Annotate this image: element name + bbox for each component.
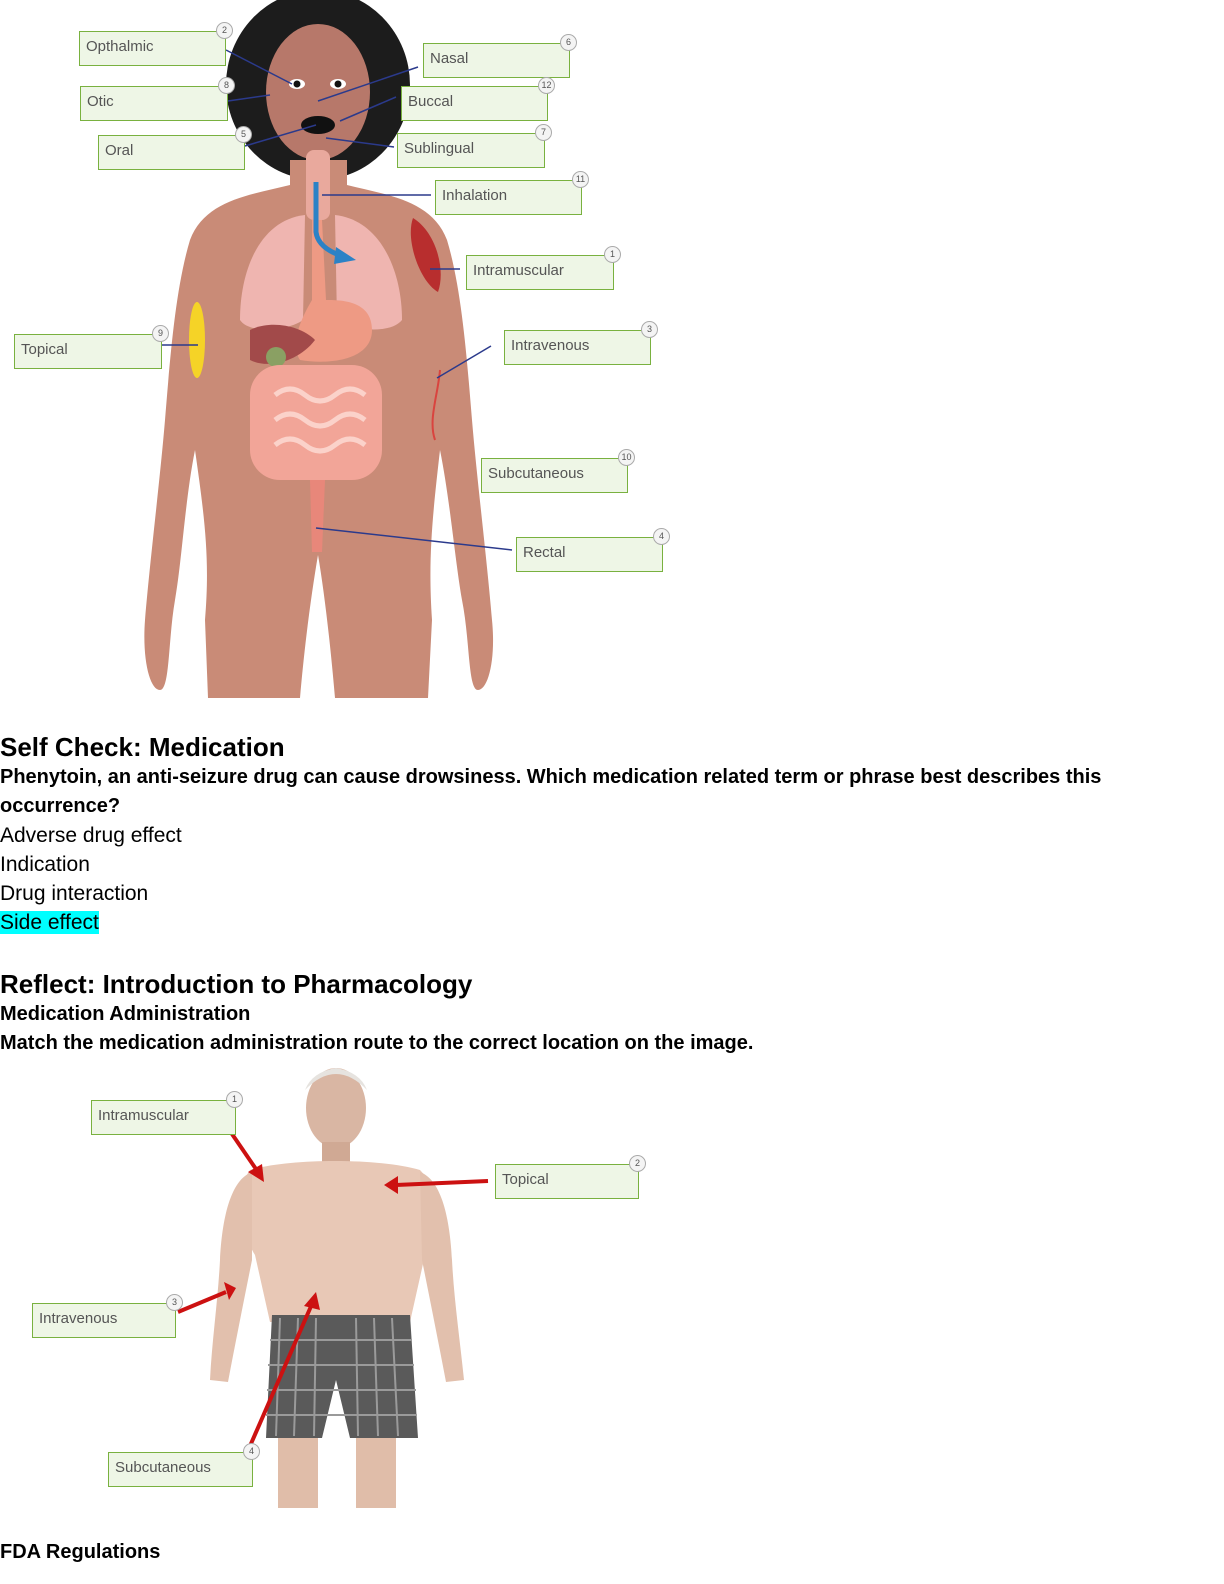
label-text: Intravenous xyxy=(39,1310,118,1327)
answer-option-selected[interactable] xyxy=(0,908,1220,937)
label-otic[interactable] xyxy=(80,80,229,121)
label-inhalation[interactable] xyxy=(435,174,586,215)
label-intramuscular[interactable] xyxy=(91,1094,237,1135)
label-text: Rectal xyxy=(523,544,566,561)
answer-option[interactable] xyxy=(0,879,1220,908)
answer-option[interactable] xyxy=(0,821,1220,850)
label-text: Buccal xyxy=(408,93,454,110)
number-badge: 5 xyxy=(235,126,252,143)
reflect-title: Reflect: Introduction to Pharmacology xyxy=(0,969,473,999)
label-topical[interactable] xyxy=(495,1158,640,1199)
label-text: Topical xyxy=(21,341,68,358)
number-badge: 2 xyxy=(216,22,233,39)
label-text: Opthalmic xyxy=(86,38,154,55)
label-buccal[interactable] xyxy=(401,80,552,121)
label-text: Otic xyxy=(87,93,114,110)
number-badge: 9 xyxy=(152,325,169,342)
label-text: Inhalation xyxy=(442,187,508,204)
number-badge: 2 xyxy=(629,1155,646,1172)
number-badge: 7 xyxy=(535,124,552,141)
label-opthalmic[interactable] xyxy=(79,25,227,66)
fda-section xyxy=(0,1538,1220,1567)
man-photo-figure xyxy=(0,1060,700,1520)
label-oral[interactable] xyxy=(98,129,246,170)
label-text: Subcutaneous xyxy=(488,465,584,482)
label-nasal[interactable] xyxy=(423,37,571,78)
number-badge: 4 xyxy=(243,1443,260,1460)
number-badge: 1 xyxy=(226,1091,243,1108)
label-topical[interactable] xyxy=(14,328,163,369)
reflect-subtitle: Medication Administration xyxy=(0,1003,251,1025)
fda-regulations-heading: FDA Regulations xyxy=(0,1541,161,1563)
self-check-section xyxy=(0,731,1220,937)
self-check-title: Self Check: Medication xyxy=(0,732,285,762)
label-text: Intravenous xyxy=(511,337,590,354)
reflect-section xyxy=(0,968,1220,1058)
label-text: Topical xyxy=(502,1171,549,1188)
number-badge: 3 xyxy=(641,321,658,338)
self-check-question: Phenytoin, an anti-seizure drug can cause drowsiness. Which medication related term or phrase best describes this occurrence? xyxy=(0,766,1102,817)
number-badge: 10 xyxy=(618,449,635,466)
label-intravenous[interactable] xyxy=(32,1297,177,1338)
answer-option-label: Drug interaction xyxy=(0,882,149,905)
label-text: Sublingual xyxy=(404,140,475,157)
reflect-instruction: Match the medication administration route to the correct location on the image. xyxy=(0,1032,754,1054)
label-text: Intramuscular xyxy=(98,1107,189,1124)
number-badge: 12 xyxy=(538,77,555,94)
label-text: Intramuscular xyxy=(473,262,564,279)
label-subcutaneous[interactable] xyxy=(481,452,632,493)
number-badge: 4 xyxy=(653,528,670,545)
label-text: Nasal xyxy=(430,50,469,67)
number-badge: 11 xyxy=(572,171,589,188)
label-intramuscular[interactable] xyxy=(466,249,615,290)
label-text: Oral xyxy=(105,142,134,159)
answer-option[interactable] xyxy=(0,850,1220,879)
number-badge: 8 xyxy=(218,77,235,94)
label-intravenous[interactable] xyxy=(504,324,652,365)
label-text: Subcutaneous xyxy=(115,1459,211,1476)
answer-option-label: Indication xyxy=(0,853,90,876)
number-badge: 1 xyxy=(604,246,621,263)
number-badge: 3 xyxy=(166,1294,183,1311)
body-diagram-figure xyxy=(0,0,700,700)
label-subcutaneous[interactable] xyxy=(108,1446,254,1487)
label-sublingual[interactable] xyxy=(397,127,546,168)
answer-option-label: Side effect xyxy=(0,911,99,934)
label-rectal[interactable] xyxy=(516,531,664,572)
answer-option-label: Adverse drug effect xyxy=(0,824,182,847)
number-badge: 6 xyxy=(560,34,577,51)
